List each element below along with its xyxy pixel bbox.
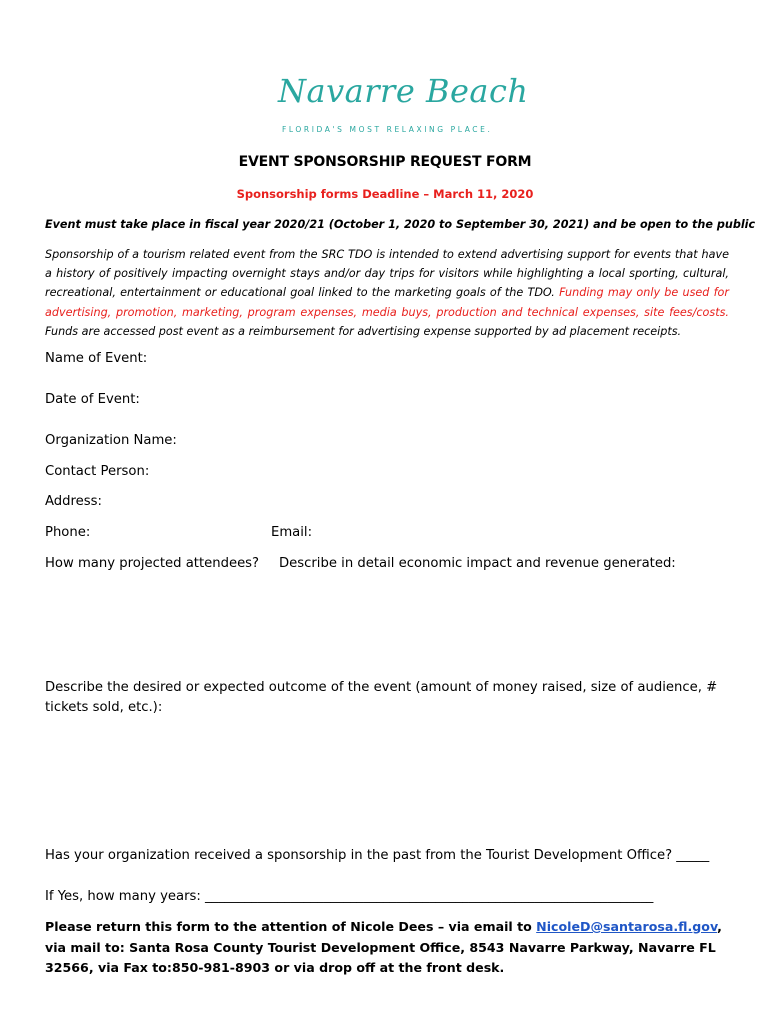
- intro-text: Sponsorship of a tourism related event from the SRC TDO is intended to extend advertising support for events that have a history of positively impacting overnight stays and/or day trips for visitors while highlighting a local sporting, cultural, recreational, entertainment or educational goal linked to the marketing goals of the TDO.: [45, 248, 729, 300]
- email-label: Email:: [271, 525, 313, 540]
- navarre-beach-logo: [270, 72, 529, 142]
- form-title: EVENT SPONSORSHIP REQUEST FORM: [238, 154, 532, 170]
- intro-funding-note: Funding may only be used for advertising, promotion, marketing, program expenses, media buys, production and technical expenses, site fees/costs.: [45, 286, 729, 319]
- email-link[interactable]: NicoleD@santarosa.fl.gov: [536, 919, 718, 934]
- contact-person-label: Contact Person:: [45, 464, 150, 479]
- return-instructions: [45, 917, 735, 979]
- name-of-event-label: Name of Event:: [45, 351, 148, 366]
- address-label: Address:: [45, 494, 102, 509]
- attendees-label: How many projected attendees?: [45, 556, 260, 571]
- deadline-notice: Sponsorship forms Deadline – March 11, 2020: [236, 187, 534, 201]
- fiscal-year-note: Event must take place in fiscal year 2020/21 (October 1, 2020 to September 30, 2021) and be open to the public: [45, 218, 756, 231]
- date-of-event-label: Date of Event:: [45, 392, 140, 407]
- past-sponsorship-question: Has your organization received a sponsorship in the past from the Tourist Development Office? _____: [45, 848, 710, 863]
- intro-text-end: Funds are accessed post event as a reimbursement for advertising expense supported by ad placement receipts.: [45, 324, 682, 338]
- phone-label: Phone:: [45, 525, 91, 540]
- logo-tagline: FLORIDA'S MOST RELAXING PLACE.: [282, 125, 493, 134]
- return-text-end: , via mail to: Santa Rosa County Tourist Development Office, 8543 Navarre Parkway, Navarre FL 32566, via Fax to:850-981-8903 or via drop off at the front desk.: [45, 919, 722, 975]
- intro-paragraph: [45, 245, 729, 341]
- outcome-question: Describe the desired or expected outcome of the event (amount of money raised, size of audience, # tickets sold, etc.):: [45, 680, 718, 715]
- logo-wordmark: Navarre Beach: [278, 72, 529, 110]
- economic-impact-label: Describe in detail economic impact and revenue generated:: [279, 556, 676, 571]
- years-question: If Yes, how many years: ____________________________________________________________________: [45, 889, 654, 904]
- return-text: Please return this form to the attention of Nicole Dees – via email to: [45, 919, 537, 934]
- organization-name-label: Organization Name:: [45, 433, 177, 448]
